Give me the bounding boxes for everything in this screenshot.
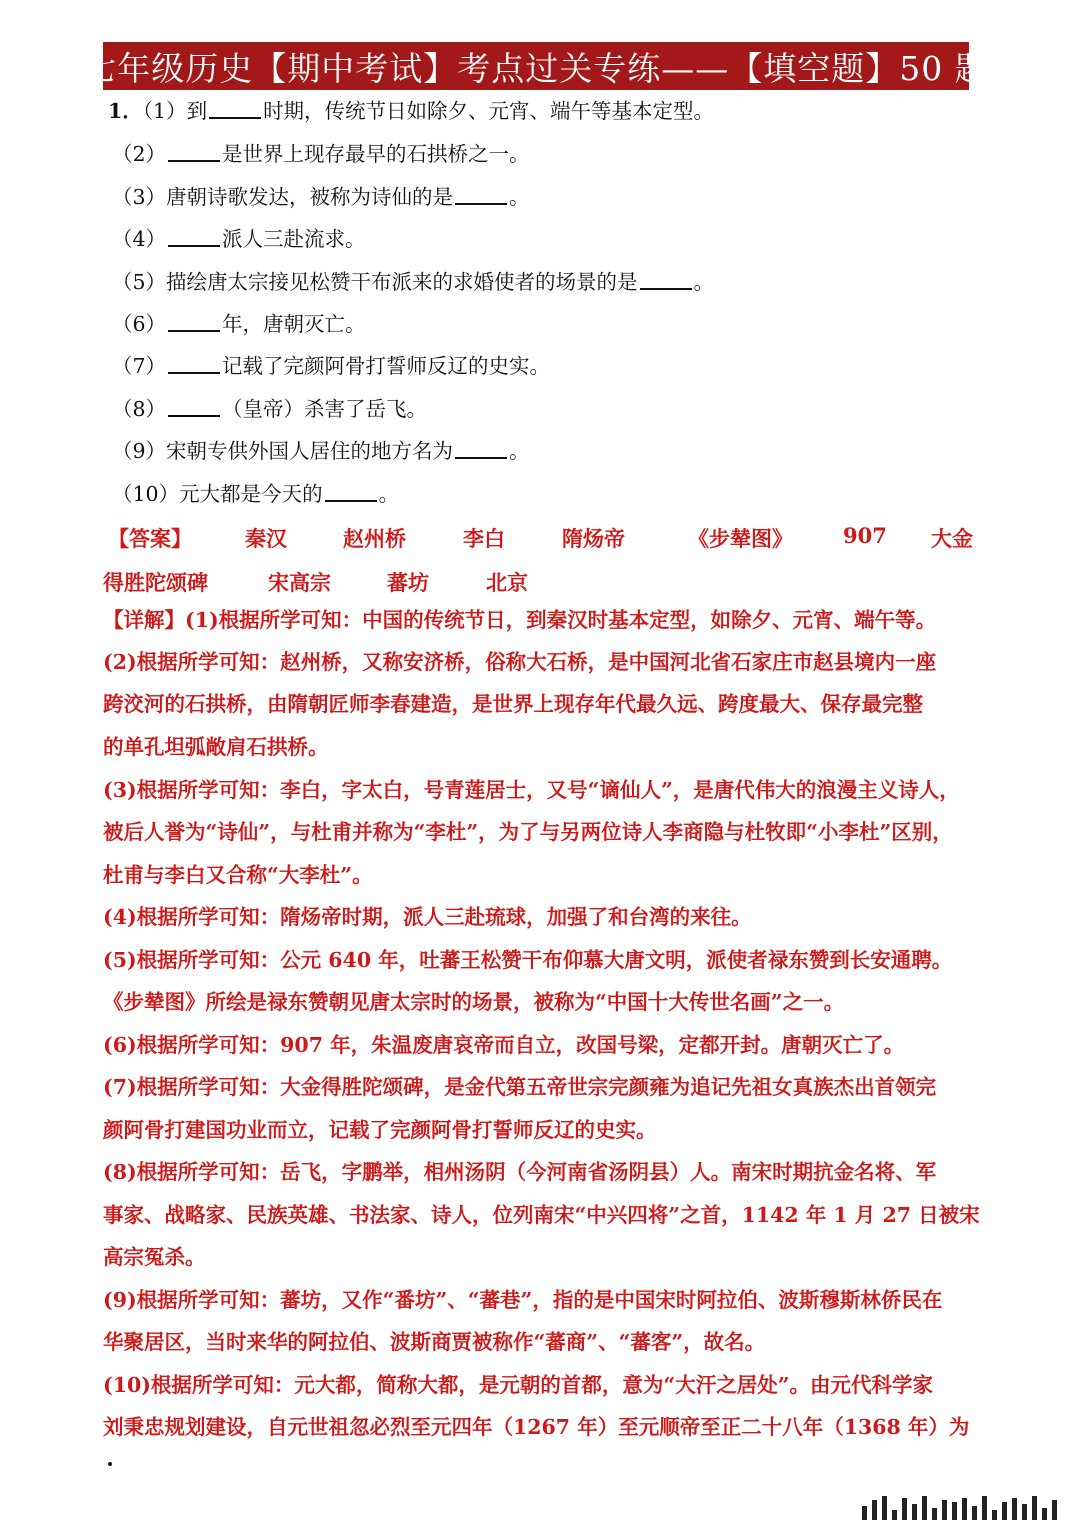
answer-item: 隋炀帝 [562,526,625,551]
question-text-after: （皇帝）杀害了岳飞。 [222,397,428,421]
answer-item: 蕃坊 [387,570,429,595]
detail-line [103,1162,936,1183]
detail-line [103,610,936,631]
watermark-bar [892,1510,897,1520]
detail-line [103,1417,969,1438]
question-text-before: 宋朝专供外国人居住的地方名为 [166,439,454,463]
answer-blank[interactable] [168,356,220,374]
detail-text: (9)根据所学可知：蕃坊，又作“番坊”、“蕃巷”，指的是中国宋时阿拉伯、波斯穆斯林侨民在 [103,1288,943,1312]
sub-question-number: （10） [112,482,180,506]
watermark-bar [992,1510,997,1520]
watermark-bar [972,1506,977,1520]
answer-blank[interactable] [168,399,220,417]
bullet-dot [108,1462,112,1466]
answer-blank[interactable] [325,484,377,502]
detail-text: 高宗冤杀。 [103,1245,206,1269]
answer-item: 大金 [931,526,973,551]
detail-line [103,652,936,673]
question-text-after: 记载了完颜阿骨打誓师反辽的史实。 [222,354,551,378]
sub-question-number: （3） [112,185,167,209]
answer-blank[interactable] [455,441,507,459]
question-item [112,272,714,293]
answer-blank[interactable] [455,187,507,205]
answer-blank[interactable] [209,101,261,119]
sub-question-number: （7） [112,354,167,378]
detail-label: 【详解】 [103,608,185,632]
answer-blank[interactable] [168,229,220,247]
watermark-bar [932,1508,937,1520]
detail-line [103,950,952,971]
detail-text: 事家、战略家、民族英雄、书法家、诗人，位列南宋“中兴四将”之首，1142 年 1 月 27 日被宋 [103,1203,980,1227]
question-text-after: 。 [509,185,530,209]
question-item [112,441,530,462]
detail-text: 被后人誉为“诗仙”，与杜甫并称为“李杜”，为了与另两位诗人李商隐与杜牧即“小李杜”区别， [103,820,953,844]
detail-text: (1)根据所学可知：中国的传统节日，到秦汉时基本定型，如除夕、元宵、端午等。 [185,608,937,632]
sub-question-number: （6） [112,312,167,336]
question-text-after: 派人三赴流求。 [222,227,366,251]
question-item [112,314,366,335]
detail-line [103,780,960,801]
question-text-after: 是世界上现存最早的石拱桥之一。 [222,142,530,166]
answer-item: 907 [843,523,887,548]
detail-line [103,822,953,843]
question-item [112,187,530,208]
detail-text: 颜阿骨打建国功业而立，记载了完颜阿骨打誓师反辽的史实。 [103,1118,657,1142]
detail-text: 华聚居区，当时来华的阿拉伯、波斯商贾被称作“蕃商”、“蕃客”，故名。 [103,1330,766,1354]
sub-question-number: （2） [112,142,167,166]
answer-blank[interactable] [640,272,692,290]
detail-line [103,694,923,715]
answer-item: 赵州桥 [343,526,406,551]
detail-text: (2)根据所学可知：赵州桥，又称安济桥，俗称大石桥，是中国河北省石家庄市赵县境内一座 [103,650,937,674]
detail-line [103,737,329,758]
question-text-after: 年，唐朝灭亡。 [222,312,366,336]
detail-text: 刘秉忠规划建设，自元世祖忽必烈至元四年（1267 年）至元顺帝至正二十八年（1368 年）为 [103,1415,970,1439]
detail-line [103,1247,206,1268]
watermark-bar [1012,1498,1017,1520]
detail-line [103,1290,942,1311]
question-text-after: 。 [693,270,715,294]
watermark-bar [902,1498,907,1520]
watermark-bar [1022,1504,1027,1520]
answer-item: 秦汉 [245,526,287,551]
page-title: 七年级历史【期中考试】考点过关专练——【填空题】50 题 [103,42,969,90]
question-text-before: 描绘唐太宗接见松赞干布派来的求婚使者的场景的是 [166,270,638,294]
watermark-bar [872,1500,877,1520]
watermark-bar [1032,1496,1037,1520]
detail-text: (8)根据所学可知：岳飞，字鹏举，相州汤阴（今河南省汤阴县）人。南宋时期抗金名将、军 [103,1160,937,1184]
detail-line [103,1035,904,1056]
answer-item: 北京 [486,570,528,595]
detail-text: 杜甫与李白又合称“大李杜”。 [103,863,373,887]
question-text-before: 元大都是今天的 [179,482,323,506]
detail-line [103,865,373,886]
detail-line [103,1332,765,1353]
question-text-after: 时期，传统节日如除夕、元宵、端午等基本定型。 [263,99,715,123]
answer-blank[interactable] [168,314,220,332]
watermark-bar [882,1496,887,1520]
question-item [112,356,550,377]
question-number: 1． [108,99,143,123]
answer-label: 【答案】 [108,526,192,551]
detail-text: (5)根据所学可知：公元 640 年，吐蕃王松赞干布仰慕大唐文明，派使者禄东赞到长安通聘。 [103,948,953,972]
answer-item: 宋高宗 [268,570,331,595]
question-item [108,101,714,122]
question-item [112,484,399,505]
detail-line [103,907,752,928]
detail-text: (6)根据所学可知：907 年，朱温废唐哀帝而自立，改国号梁，定都开封。唐朝灭亡了。 [103,1033,905,1057]
watermark-bar [962,1498,967,1520]
detail-line [103,1120,657,1141]
watermark-bar [1052,1500,1057,1520]
question-text-before: 唐朝诗歌发达，被称为诗仙的是 [166,185,454,209]
answer-item: 《步辇图》 [688,526,793,551]
answer-item: 李白 [463,526,505,551]
detail-line [103,1375,933,1396]
sub-question-number: （4） [112,227,167,251]
watermark-bars-icon [862,1494,1062,1520]
watermark-bar [1002,1502,1007,1520]
question-text-before: 到 [186,99,208,123]
detail-line [103,1077,936,1098]
watermark-bar [982,1496,987,1520]
detail-line [103,1205,980,1226]
detail-line [103,992,844,1013]
sub-question-number: （9） [112,439,167,463]
answer-blank[interactable] [168,144,220,162]
question-item [112,399,427,420]
watermark-bar [862,1506,867,1520]
question-item [112,144,530,165]
detail-text: (7)根据所学可知：大金得胜陀颂碑，是金代第五帝世宗完颜雍为追记先祖女真族杰出首领完 [103,1075,937,1099]
watermark-bar [922,1496,927,1520]
detail-text: (10)根据所学可知：元大都，简称大都，是元朝的首都，意为“大汗之居处”。由元代科学家 [103,1373,934,1397]
watermark-bar [942,1500,947,1520]
detail-text: (3)根据所学可知：李白，字太白，号青莲居士，又号“谪仙人”，是唐代伟大的浪漫主义诗人， [103,778,960,802]
detail-text: (4)根据所学可知：隋炀帝时期，派人三赴琉球，加强了和台湾的来往。 [103,905,752,929]
watermark-bar [1042,1508,1047,1520]
question-text-after: 。 [509,439,530,463]
watermark-bar [912,1504,917,1520]
detail-text: 跨洨河的石拱桥，由隋朝匠师李春建造，是世界上现存年代最久远、跨度最大、保存最完整 [103,692,923,716]
sub-question-number: （5） [112,270,167,294]
sub-question-number: （1） [142,99,187,123]
question-item [112,229,366,250]
watermark-bar [952,1502,957,1520]
question-text-after: 。 [378,482,400,506]
answer-item: 得胜陀颂碑 [103,570,208,595]
detail-text: 的单孔坦弧敞肩石拱桥。 [103,735,329,759]
detail-text: 《步辇图》所绘是禄东赞朝见唐太宗时的场景，被称为“中国十大传世名画”之一。 [103,990,845,1014]
sub-question-number: （8） [112,397,167,421]
